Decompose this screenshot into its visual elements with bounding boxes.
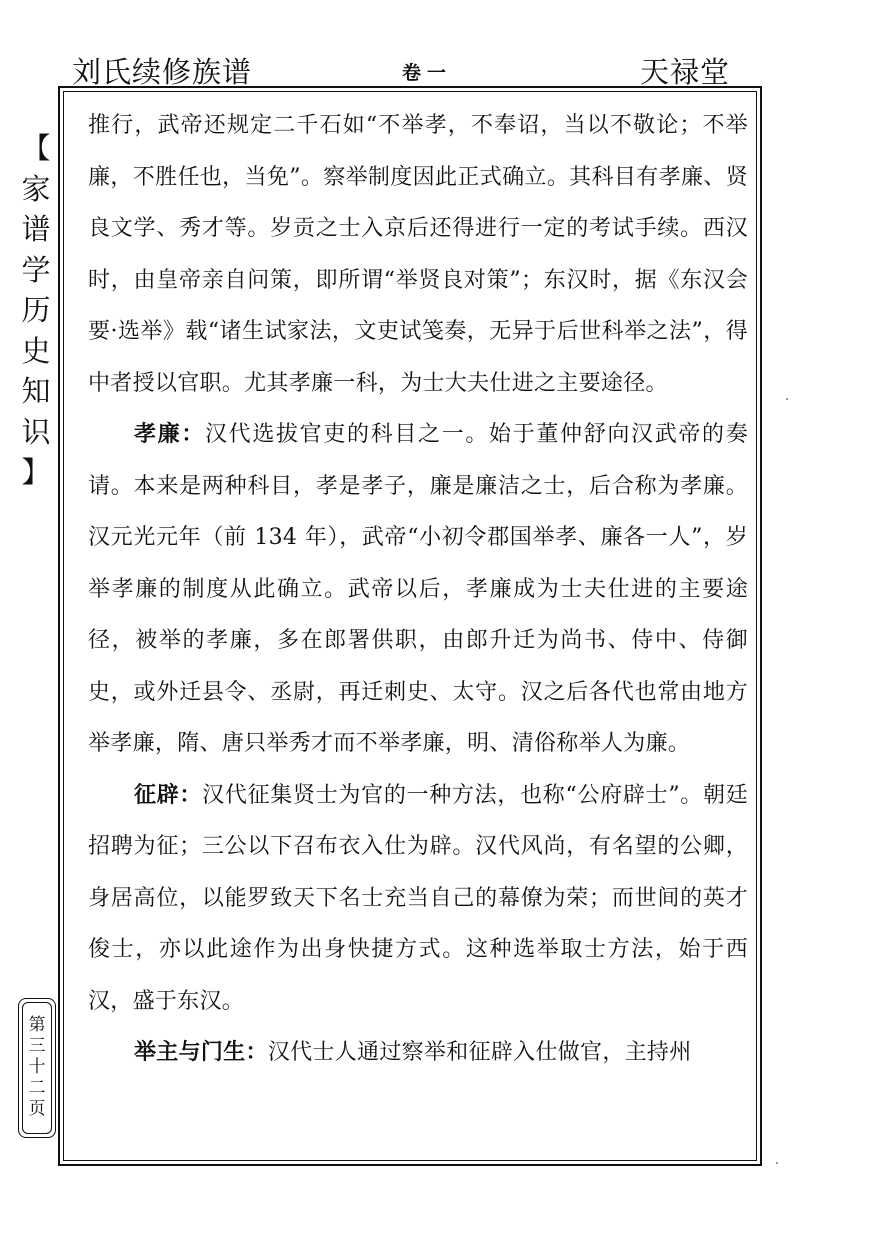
book-title: 刘氏续修族谱 <box>72 55 253 89</box>
paragraph-zhengpi <box>88 770 748 1028</box>
side-title-char: 】 <box>21 455 51 489</box>
paragraph-text: 汉代征集贤士为官的一种方法，也称“公府辟士”。朝廷招聘为征；三公以下召布衣入仕为辟。汉代风尚，有名望的公卿，身居高位，以能罗致天下名士充当自己的幕僚为荣；而世间的英才俊士，亦以此途作为出身快捷方式。这种选举取士方法，始于西汉，盛于东汉。 <box>88 782 748 1014</box>
body-text <box>88 100 748 1079</box>
volume-label: 卷一 <box>402 62 453 84</box>
side-title-char: 历 <box>21 293 51 327</box>
hall-name: 天禄堂 <box>640 55 731 89</box>
side-title-char: 谱 <box>21 212 51 246</box>
side-title-char: 史 <box>21 333 51 368</box>
side-section-title <box>16 128 56 493</box>
page-number-char: 第 <box>28 1015 46 1035</box>
side-title-char: 识 <box>21 414 51 449</box>
page-number-char: 三 <box>28 1036 46 1056</box>
paragraph-text: 推行，武帝还规定二千石如“不举孝，不奉诏，当以不敬论；不举廉，不胜任也，当免”。察举制度因此正式确立。其科目有孝廉、贤良文学、秀才等。岁贡之士入京后还得进行一定的考试手续。西汉时，由皇帝亲自问策，即所谓“举贤良对策”；东汉时，据《东汉会要·选举》载“诸生试家法，文吏试笺奏，无异于后世科举之法”，得中者授以官职。尤其孝廉一科，为士大夫仕进之主要途径。 <box>88 113 748 396</box>
term-heading: 征辟： <box>134 781 203 808</box>
side-title-char: 【 <box>21 131 51 165</box>
side-title-char: 学 <box>21 252 51 287</box>
term-heading: 举主与门生： <box>134 1039 268 1065</box>
paragraph-xiaolian <box>88 409 748 770</box>
page-header <box>0 46 888 90</box>
paragraph-text: 汉代士人通过察举和征辟入仕做官，主持州 <box>267 1040 692 1065</box>
paragraph-juzhu <box>88 1027 748 1079</box>
paragraph-continuation <box>88 100 748 409</box>
scan-speck <box>786 398 788 400</box>
page-number-char: 页 <box>28 1099 46 1119</box>
side-title-char: 家 <box>21 171 51 206</box>
term-heading: 孝廉： <box>134 421 206 447</box>
page-number <box>22 1002 52 1134</box>
scan-speck <box>776 1162 778 1164</box>
side-title-char: 知 <box>21 374 51 408</box>
page-number-char: 十 <box>28 1057 46 1077</box>
paragraph-text: 汉代选拔官吏的科目之一。始于董仲舒向汉武帝的奏请。本来是两种科目，孝是孝子，廉是廉洁之士，后合称为孝廉。汉元光元年（前 134 年），武帝“小初令郡国举孝、廉各一人”，岁举孝廉的制度从此确立。武帝以后，孝廉成为士夫仕进的主要途径，被举的孝廉，多在郎署供职，由郎升迁为尚书、侍中、侍御史，或外迁县令、丞尉，再迁刺史、太守。汉之后各代也常由地方举孝廉，隋、唐只举秀才而不举孝廉，明、清俗称举人为廉。 <box>88 422 749 756</box>
page-number-box <box>18 998 56 1138</box>
page-number-char: 二 <box>28 1078 46 1098</box>
